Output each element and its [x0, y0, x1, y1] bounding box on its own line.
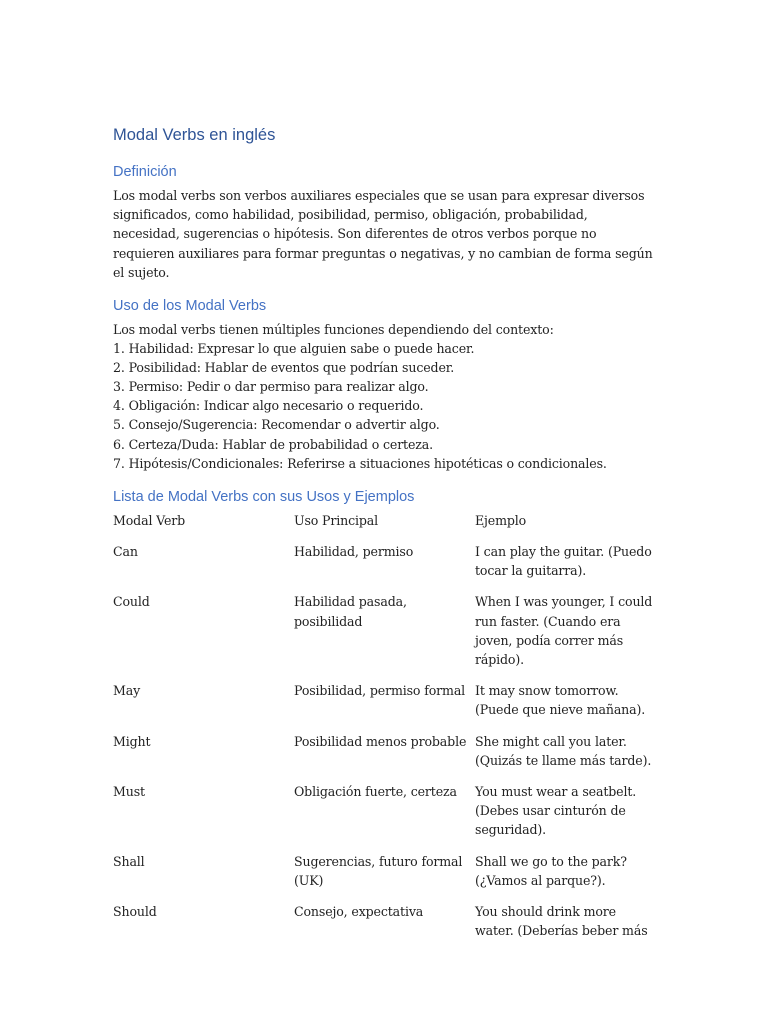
- example-cell: It may snow tomorrow. (Puede que nieve mañana).: [475, 683, 646, 718]
- example-cell: You should drink more water. (Deberías beber más: [475, 904, 648, 939]
- modal-verb-cell: Must: [113, 784, 145, 799]
- modal-verb-cell: Should: [113, 904, 157, 920]
- modal-list-heading: Lista de Modal Verbs con sus Usos y Ejemplos: [113, 488, 415, 505]
- table-row: [113, 592, 658, 681]
- usage-cell: Posibilidad, permiso formal: [294, 683, 466, 699]
- usage-cell: Consejo, expectativa: [294, 904, 424, 920]
- usage-cell: Sugerencias, futuro formal (UK): [294, 853, 463, 888]
- table-row: [113, 852, 658, 902]
- example-cell: You must wear a seatbelt. (Debes usar cinturón de seguridad).: [475, 784, 637, 838]
- modal-list-section: [113, 487, 658, 953]
- usage-intro: Los modal verbs tienen múltiples funciones dependiendo del contexto:: [113, 322, 554, 338]
- table-header-row: [113, 511, 658, 542]
- modal-verb-cell: Shall: [113, 853, 145, 869]
- table-row: [113, 782, 658, 852]
- example-cell: When I was younger, I could run faster. (Cuando era joven, podía correr más rápido).: [475, 594, 653, 667]
- example-cell: Shall we go to the park? (¿Vamos al parque?).: [475, 853, 627, 888]
- example-cell: She might call you later. (Quizás te llame más tarde).: [475, 733, 652, 768]
- usage-section: [113, 296, 658, 473]
- definition-section: [113, 162, 658, 282]
- usage-item: 2. Posibilidad: Hablar de eventos que podrían suceder.: [113, 360, 455, 376]
- column-header-uso-principal: Uso Principal: [294, 512, 379, 528]
- column-header-modal-verb: Modal Verb: [113, 512, 186, 528]
- document-page: [113, 124, 658, 952]
- modal-verbs-table: [113, 511, 658, 953]
- usage-cell: Obligación fuerte, certeza: [294, 784, 457, 799]
- definition-text: Los modal verbs son verbos auxiliares especiales que se usan para expresar diversos significados, como habilidad, posibilidad, permiso, obligación, probabilidad, necesidad, sugerencias o hipótesis. Son diferentes de otros verbos porque no requieren auxiliares para formar preguntas o negativas, y no cambian de forma según el sujeto.: [113, 188, 653, 280]
- modal-verb-cell: Can: [113, 543, 138, 559]
- usage-item: 3. Permiso: Pedir o dar permiso para realizar algo.: [113, 379, 429, 395]
- table-row: [113, 732, 658, 782]
- usage-item: 7. Hipótesis/Condicionales: Referirse a situaciones hipotéticas o condicionales.: [113, 455, 607, 471]
- definition-heading: Definición: [113, 164, 177, 180]
- usage-item: 5. Consejo/Sugerencia: Recomendar o advertir algo.: [113, 417, 440, 433]
- usage-heading: Uso de los Modal Verbs: [113, 298, 267, 315]
- column-header-ejemplo: Ejemplo: [475, 512, 527, 528]
- usage-cell: Habilidad, permiso: [294, 543, 414, 559]
- example-cell: I can play the guitar. (Puedo tocar la guitarra).: [475, 543, 652, 579]
- modal-verb-cell: May: [113, 683, 141, 699]
- document-title: Modal Verbs en inglés: [113, 126, 276, 144]
- table-row: [113, 902, 658, 952]
- table-row: [113, 681, 658, 731]
- usage-item: 6. Certeza/Duda: Hablar de probabilidad o certeza.: [113, 436, 433, 452]
- table-row: [113, 542, 658, 592]
- modal-verb-cell: Could: [113, 594, 150, 610]
- usage-cell: Posibilidad menos probable: [294, 733, 467, 749]
- usage-cell: Habilidad pasada, posibilidad: [294, 594, 407, 629]
- usage-item: 4. Obligación: Indicar algo necesario o requerido.: [113, 398, 424, 414]
- usage-item: 1. Habilidad: Expresar lo que alguien sabe o puede hacer.: [113, 341, 475, 357]
- modal-verb-cell: Might: [113, 733, 151, 749]
